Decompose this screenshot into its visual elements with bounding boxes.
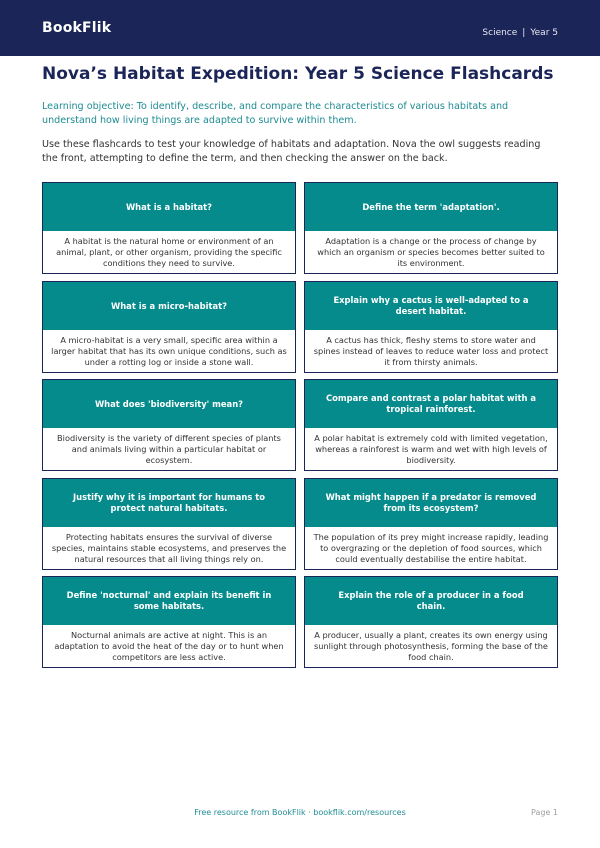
year-label: Year 5 xyxy=(530,28,558,38)
flashcard-answer: The population of its prey might increase rapidly, leading to overgrazing or the depletion of food sources, which could eventually destabilise the entire habitat. xyxy=(313,531,549,564)
flashcard[interactable] xyxy=(42,576,296,668)
flashcard[interactable] xyxy=(42,281,296,373)
flashcard-question: What does 'biodiversity' mean? xyxy=(43,380,295,428)
flashcard-answer: A habitat is the natural home or environment of an animal, plant, or other organism, providing the specific conditions they need to survive. xyxy=(56,235,282,268)
subject-year-label xyxy=(482,28,558,38)
flashcard-question: Define 'nocturnal' and explain its benefit in some habitats. xyxy=(43,577,295,625)
page-title: Nova’s Habitat Expedition: Year 5 Science Flashcards xyxy=(42,64,554,84)
flashcard[interactable] xyxy=(42,379,296,471)
flashcard[interactable] xyxy=(304,281,558,373)
subject-label: Science xyxy=(482,28,518,38)
flashcard-question: Define the term 'adaptation'. xyxy=(305,183,557,231)
brand-logo: BookFlik xyxy=(42,20,112,36)
flashcard[interactable] xyxy=(304,379,558,471)
flashcard[interactable] xyxy=(42,478,296,570)
flashcard-question: What is a micro-habitat? xyxy=(43,282,295,330)
page-header xyxy=(0,0,600,56)
flashcard[interactable] xyxy=(42,182,296,274)
flashcard-question: Compare and contrast a polar habitat with a tropical rainforest. xyxy=(305,380,557,428)
flashcard-answer: Biodiversity is the variety of different species of plants and animals living within a particular habitat or ecosystem. xyxy=(57,432,281,465)
flashcard-answer: A polar habitat is extremely cold with limited vegetation, whereas a rainforest is warm and wet with high levels of biodiversity. xyxy=(314,432,548,465)
learning-objective: Learning objective: To identify, describe, and compare the characteristics of various habitats and understand how living things are adapted to survive within them. xyxy=(42,101,509,126)
flashcard-question: What is a habitat? xyxy=(43,183,295,231)
flashcard[interactable] xyxy=(304,478,558,570)
flashcard[interactable] xyxy=(304,182,558,274)
page-number: Page 1 xyxy=(531,808,558,817)
flashcard-answer: Protecting habitats ensures the survival of diverse species, maintains stable ecosystems, and preserves the natural resources that all living things rely on. xyxy=(51,531,287,564)
flashcard-answer: A producer, usually a plant, creates its own energy using sunlight through photosynthesis, forming the base of the food chain. xyxy=(314,629,548,662)
flashcard-answer: Adaptation is a change or the process of change by which an organism or species becomes better suited to its environment. xyxy=(317,235,545,268)
footer-resource-link[interactable]: Free resource from BookFlik · bookflik.com/resources xyxy=(194,808,406,817)
flashcard-question: Explain why a cactus is well-adapted to a desert habitat. xyxy=(305,282,557,330)
flashcard-answer: A micro-habitat is a very small, specific area within a larger habitat that has its own unique conditions, such as under a rotting log or inside a stone wall. xyxy=(51,334,287,367)
flashcard-question: Justify why it is important for humans to protect natural habitats. xyxy=(43,479,295,527)
flashcard-answer: Nocturnal animals are active at night. This is an adaptation to avoid the heat of the day or to hunt when competitors are less active. xyxy=(54,629,284,662)
separator: | xyxy=(522,28,526,38)
flashcard-question: Explain the role of a producer in a food chain. xyxy=(305,577,557,625)
flashcard-answer: A cactus has thick, fleshy stems to store water and spines instead of leaves to reduce water loss and protect it from thirsty animals. xyxy=(313,334,549,367)
flashcard[interactable] xyxy=(304,576,558,668)
flashcard-question: What might happen if a predator is removed from its ecosystem? xyxy=(305,479,557,527)
intro-text: Use these flashcards to test your knowledge of habitats and adaptation. Nova the owl suggests reading the front, attempting to define the term, and then checking the answer on the back. xyxy=(42,139,541,164)
